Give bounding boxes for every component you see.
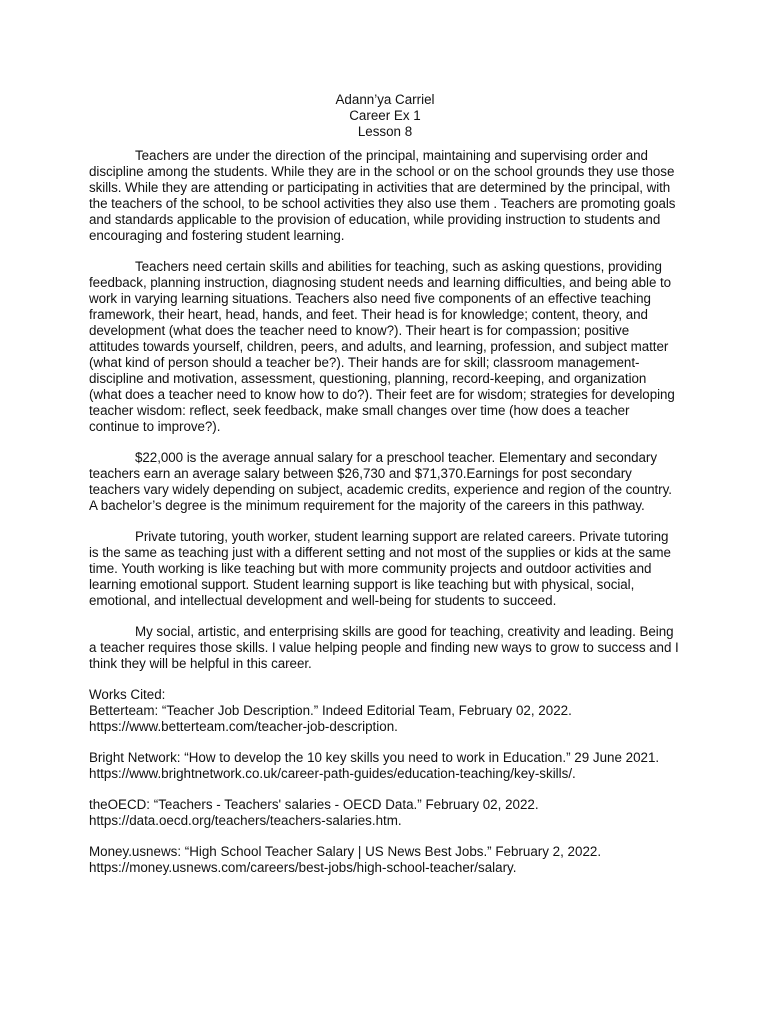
lesson-number: Lesson 8: [357, 124, 413, 139]
citation-oecd: theOECD: “Teachers - Teachers' salaries - OECD Data.” February 02, 2022. https://data.oecd.org/teachers/teachers-salaries.htm.: [89, 797, 539, 828]
author-name: Adann’ya Carriel: [335, 92, 435, 107]
paragraph-salary: $22,000 is the average annual salary for a preschool teacher. Elementary and secondary teachers earn an average salary between $26,730 and $71,370.Earnings for post secondary teachers vary widely depending on subject, academic credits, experience and region of the country. A bachelor’s degree is the minimum requirement for the majority of the careers in this pathway.: [89, 450, 672, 513]
citation-usnews: Money.usnews: “High School Teacher Salary | US News Best Jobs.” February 2, 2022. https://money.usnews.com/careers/best-jobs/high-school-teacher/salary.: [89, 844, 602, 875]
paragraph-teacher-duties: Teachers are under the direction of the principal, maintaining and supervising order and discipline among the students. While they are in the school or on the school grounds they use those skills. While they are attending or participating in activities that are determined by the principal, with the teachers of the school, to be school activities they also use them . Teachers are promoting goals and standards applicable to the provision of education, while providing instruction to students and encouraging and fostering student learning.: [89, 148, 676, 243]
citation-betterteam: Betterteam: “Teacher Job Description.” Indeed Editorial Team, February 02, 2022. https://www.betterteam.com/teacher-job-description.: [89, 703, 572, 734]
document-header: [89, 92, 681, 140]
course-name: Career Ex 1: [349, 108, 421, 123]
citation-bright-network: Bright Network: “How to develop the 10 key skills you need to work in Education.” 29 June 2021. https://www.brightnetwork.co.uk/career-path-guides/education-teaching/key-skills/.: [89, 750, 660, 781]
paragraph-personal-skills: My social, artistic, and enterprising skills are good for teaching, creativity and leading. Being a teacher requires those skills. I value helping people and finding new ways to grow to success and I think they will be helpful in this career.: [89, 624, 679, 671]
document-page: [89, 92, 681, 891]
paragraph-related-careers: Private tutoring, youth worker, student learning support are related careers. Private tutoring is the same as teaching just with a different setting and not most of the supplies or kids at the same time. Youth working is like teaching but with more community projects and outdoor activities and learning emotional support. Student learning support is like teaching but with physical, social, emotional, and intellectual development and well-being for students to succeed.: [89, 529, 671, 608]
paragraph-teacher-skills: Teachers need certain skills and abilities for teaching, such as asking questions, providing feedback, planning instruction, diagnosing student needs and learning difficulties, and being able to work in varying learning situations. Teachers also need five components of an effective teaching framework, their heart, head, hands, and feet. Their head is for knowledge; content, theory, and development (what does the teacher need to know?). Their heart is for compassion; positive attitudes towards yourself, children, peers, and adults, and learning, profession, and subject matter (what kind of person should a teacher be?). Their hands are for skill; classroom management-discipline and motivation, assessment, questioning, planning, record-keeping, and organization (what does a teacher need to know how to do?). Their feet are for wisdom; strategies for developing teacher wisdom: reflect, seek feedback, make small changes over time (how does a teacher continue to improve?).: [89, 259, 675, 434]
works-cited-title: Works Cited:: [89, 687, 166, 702]
works-cited-section: [89, 687, 681, 876]
